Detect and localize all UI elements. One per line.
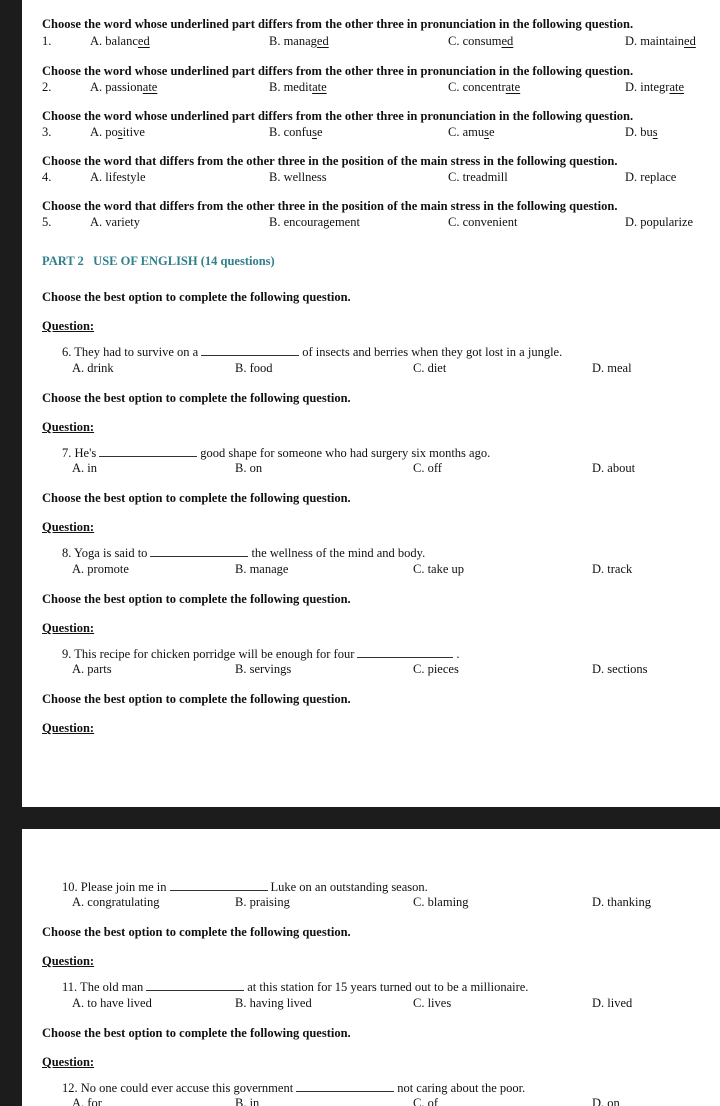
opt-pre: B. manag [269, 34, 317, 48]
stem-after: not caring about the poor. [397, 1081, 526, 1095]
q5-option-c[interactable]: C. convenient [448, 215, 518, 229]
worksheet-page-bottom [22, 829, 720, 1106]
q6-option-d[interactable]: D. meal [592, 361, 632, 375]
question-label: Question: [42, 319, 95, 333]
q3-option-a[interactable] [90, 125, 145, 140]
question-number-1: 1. [42, 34, 52, 48]
opt-post: e [488, 125, 495, 139]
q7-option-d[interactable]: D. about [592, 461, 636, 475]
stem-before: 6. They had to survive on a [62, 345, 199, 359]
instruction-q10: Choose the best option to complete the following question. [42, 692, 351, 706]
q4-option-b[interactable]: B. wellness [269, 170, 327, 184]
answer-blank[interactable] [170, 882, 268, 891]
q8-option-d[interactable]: D. track [592, 562, 633, 576]
opt-underline: ate [505, 80, 521, 94]
q8-stem [62, 546, 425, 561]
q3-option-b[interactable] [269, 125, 323, 140]
q2-option-d[interactable] [625, 80, 684, 95]
answer-blank[interactable] [201, 347, 299, 356]
opt-pre: A. po [90, 125, 118, 139]
q7-stem [62, 446, 490, 461]
instruction-q8: Choose the best option to complete the following question. [42, 491, 351, 505]
q4-option-a[interactable]: A. lifestyle [90, 170, 146, 184]
stem-after: at this station for 15 years turned out to be a millionaire. [247, 980, 529, 994]
q12-stem [62, 1081, 525, 1096]
q11-stem [62, 980, 528, 995]
q8-option-b[interactable]: B. manage [235, 562, 289, 576]
q2-option-b[interactable] [269, 80, 327, 95]
question-label: Question: [42, 954, 95, 968]
q8-option-c[interactable]: C. take up [413, 562, 465, 576]
opt-underline: s [484, 125, 489, 139]
opt-pre: C. concentr [448, 80, 506, 94]
q9-stem [62, 647, 460, 662]
q5-option-b[interactable]: B. encouragement [269, 215, 360, 229]
answer-blank[interactable] [296, 1083, 394, 1092]
instruction-q6: Choose the best option to complete the following question. [42, 290, 351, 304]
instruction-q2: Choose the word whose underlined part differs from the other three in pronunciation in the following question. [42, 64, 634, 78]
q1-option-b[interactable] [269, 34, 329, 49]
q11-option-b[interactable]: B. having lived [235, 996, 312, 1010]
q4-option-d[interactable]: D. replace [625, 170, 677, 184]
opt-pre: D. integr [625, 80, 670, 94]
opt-pre: C. amu [448, 125, 485, 139]
answer-blank[interactable] [150, 548, 248, 557]
q11-option-d[interactable]: D. lived [592, 996, 633, 1010]
instruction-q11: Choose the best option to complete the following question. [42, 925, 351, 939]
question-number-5: 5. [42, 215, 52, 229]
instruction-q7: Choose the best option to complete the following question. [42, 391, 351, 405]
q9-option-a[interactable]: A. parts [72, 662, 112, 676]
stem-after: of insects and berries when they got lost in a jungle. [302, 345, 563, 359]
question-label: Question: [42, 420, 95, 434]
q1-option-c[interactable] [448, 34, 513, 49]
q12-option-b[interactable]: B. in [235, 1096, 260, 1106]
opt-underline: ate [312, 80, 327, 94]
q10-option-a[interactable]: A. congratulating [72, 895, 160, 909]
q9-option-d[interactable]: D. sections [592, 662, 648, 676]
opt-post: e [316, 125, 323, 139]
q5-option-d[interactable]: D. popularize [625, 215, 694, 229]
part2-heading: PART 2 USE OF ENGLISH (14 questions) [42, 254, 275, 268]
opt-underline: ed [316, 34, 329, 48]
opt-underline: ate [669, 80, 685, 94]
q9-option-c[interactable]: C. pieces [413, 662, 459, 676]
opt-pre: A. balanc [90, 34, 138, 48]
q7-option-c[interactable]: C. off [413, 461, 442, 475]
q1-option-a[interactable] [90, 34, 150, 49]
q12-option-d[interactable]: D. on [592, 1096, 620, 1106]
instruction-q9: Choose the best option to complete the following question. [42, 592, 351, 606]
q10-option-b[interactable]: B. praising [235, 895, 290, 909]
opt-underline: s [652, 125, 658, 139]
answer-blank[interactable] [146, 982, 244, 991]
q11-option-a[interactable]: A. to have lived [72, 996, 152, 1010]
stem-before: 10. Please join me in [62, 880, 167, 894]
question-number-4: 4. [42, 170, 52, 184]
instruction-q12: Choose the best option to complete the following question. [42, 1026, 351, 1040]
opt-post: itive [122, 125, 145, 139]
q2-option-c[interactable] [448, 80, 520, 95]
q1-option-d[interactable] [625, 34, 696, 49]
opt-underline: s [117, 125, 123, 139]
q11-option-c[interactable]: C. lives [413, 996, 452, 1010]
opt-pre: A. passion [90, 80, 143, 94]
question-label: Question: [42, 721, 95, 735]
q8-option-a[interactable]: A. promote [72, 562, 129, 576]
q12-option-c[interactable]: C. of [413, 1096, 438, 1106]
opt-underline: s [312, 125, 317, 139]
opt-underline: ed [137, 34, 150, 48]
opt-pre: D. maintain [625, 34, 685, 48]
q3-option-c[interactable] [448, 125, 495, 140]
question-number-2: 2. [42, 80, 52, 94]
q9-option-b[interactable]: B. servings [235, 662, 292, 676]
opt-pre: D. bu [625, 125, 653, 139]
q6-option-b[interactable]: B. food [235, 361, 273, 375]
stem-before: 11. The old man [62, 980, 144, 994]
q6-option-a[interactable]: A. drink [72, 361, 114, 375]
question-number-3: 3. [42, 125, 52, 139]
q3-option-d[interactable] [625, 125, 658, 140]
opt-underline: ed [501, 34, 514, 48]
stem-after: . [456, 647, 460, 661]
instruction-q4: Choose the word that differs from the other three in the position of the main stress in the following question. [42, 154, 618, 168]
q6-stem [62, 345, 562, 360]
opt-pre: C. consum [448, 34, 502, 48]
question-label: Question: [42, 621, 95, 635]
q7-option-a[interactable]: A. in [72, 461, 97, 475]
answer-blank[interactable] [357, 649, 453, 658]
question-label: Question: [42, 1055, 95, 1069]
q2-option-a[interactable] [90, 80, 157, 95]
q7-option-b[interactable]: B. on [235, 461, 263, 475]
stem-before: 9. This recipe for chicken porridge will be enough for four [62, 647, 355, 661]
instruction-q1: Choose the word whose underlined part differs from the other three in pronunciation in the following question. [42, 17, 634, 31]
stem-before: 8. Yoga is said to [62, 546, 148, 560]
stem-before: 7. He's [62, 446, 97, 460]
q10-option-c[interactable]: C. blaming [413, 895, 469, 909]
opt-underline: ed [684, 34, 696, 48]
opt-underline: ate [142, 80, 158, 94]
stem-after: good shape for someone who had surgery six months ago. [200, 446, 491, 460]
stem-before: 12. No one could ever accuse this government [62, 1081, 294, 1095]
stem-after: the wellness of the mind and body. [251, 546, 426, 560]
q5-option-a[interactable]: A. variety [90, 215, 140, 229]
worksheet-page-top [22, 0, 720, 807]
instruction-q3: Choose the word whose underlined part differs from the other three in pronunciation in the following question. [42, 109, 634, 123]
q12-option-a[interactable]: A. for [72, 1096, 102, 1106]
q6-option-c[interactable]: C. diet [413, 361, 447, 375]
q4-option-c[interactable]: C. treadmill [448, 170, 508, 184]
question-label: Question: [42, 520, 95, 534]
opt-pre: B. confu [269, 125, 313, 139]
opt-pre: B. medit [269, 80, 313, 94]
q10-stem [62, 880, 428, 895]
stem-after: Luke on an outstanding season. [270, 880, 428, 894]
q10-option-d[interactable]: D. thanking [592, 895, 652, 909]
instruction-q5: Choose the word that differs from the other three in the position of the main stress in the following question. [42, 199, 618, 213]
answer-blank[interactable] [99, 448, 197, 457]
